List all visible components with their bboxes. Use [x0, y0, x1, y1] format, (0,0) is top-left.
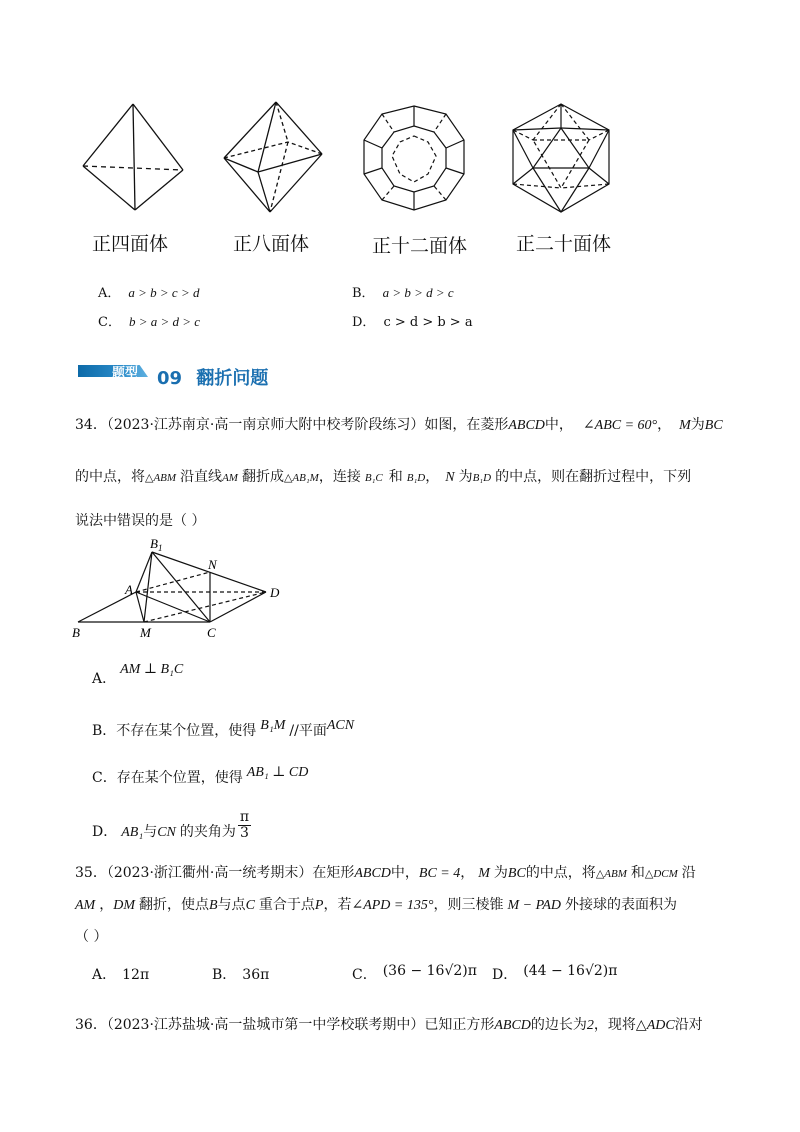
label-c: C [207, 625, 216, 640]
icosahedron-figure [505, 100, 617, 216]
rhombus-fold-figure [70, 536, 290, 644]
q34-option-d[interactable]: D． AB₁与CN 的夹角为 $\frac{\pi}{3}$ [92, 809, 250, 842]
section-band-label: 题型 [112, 366, 139, 381]
section-title: 09 翻折问题 [157, 368, 269, 389]
q34-option-a[interactable]: A．AM ⊥ B₁C [92, 662, 184, 687]
label-n: N [208, 557, 217, 572]
dodecahedron-label: 正十二面体 [372, 235, 468, 257]
q34-option-c[interactable]: C．存在某个位置，使得 AB₁ ⊥ CD [92, 765, 309, 786]
q34-line-2: 的中点，将△ABM 沿直线AM 翻折成△AB₁M，连接 B₁C 和 B₁D， N 为B₁D 的中点，则在翻折过程中，下列 [75, 469, 692, 485]
q34-option-b[interactable]: B．不存在某个位置，使得 B₁M //平面ACN [92, 718, 355, 739]
octahedron-figure [218, 98, 328, 216]
label-b1: $B_1$ [150, 536, 163, 553]
q33-option-a[interactable]: A． a > b > c > d [98, 285, 200, 301]
q35-option-d[interactable]: D． (44 − 16√2)π [492, 963, 618, 983]
q35-line-3: （ ） [75, 929, 108, 945]
label-d: D [270, 585, 280, 600]
tetrahedron-figure [75, 100, 190, 215]
q35-option-b[interactable]: B． 36π [212, 967, 270, 983]
q35-line-1: 35．（2023·浙江衢州·高一统考期末）在矩形ABCD中，BC = 4， M 为BC的中点，将△ABM 和△DCM 沿 [75, 865, 696, 881]
tetrahedron-label: 正四面体 [92, 233, 169, 255]
q33-option-d[interactable]: D． c > d > b > a [352, 315, 473, 330]
label-b: B [72, 625, 80, 640]
q36-line-1: 36．（2023·江苏盐城·高一盐城市第一中学校联考期中）已知正方形ABCD的边长为2，现将△ADC沿对 [75, 1017, 703, 1033]
pi-over-3: $\frac{\pi}{3}$ [239, 809, 250, 842]
label-m: M [140, 625, 151, 640]
q35-option-c[interactable]: C． (36 − 16√2)π [352, 963, 477, 983]
q35-option-a[interactable]: A． 12π [92, 967, 150, 983]
q33-option-c[interactable]: C． b > a > d > c [98, 314, 201, 330]
q33-option-b[interactable]: B． a > b > d > c [352, 285, 454, 301]
label-a: A [125, 582, 133, 597]
q34-line-3: 说法中错误的是（ ） [75, 513, 206, 529]
dodecahedron-figure [358, 102, 470, 214]
q34-line-1: 34．（2023·江苏南京·高一南京师大附中校考阶段练习）如图，在菱形ABCD中， ∠ABC = 60°， M为BC [75, 417, 723, 433]
octahedron-label: 正八面体 [233, 233, 310, 255]
icosahedron-label: 正二十面体 [516, 233, 612, 255]
q35-line-2: AM ，DM 翻折，使点B与点C 重合于点P，若∠APD = 135°，则三棱锥 M − PAD 外接球的表面积为 [75, 897, 677, 913]
